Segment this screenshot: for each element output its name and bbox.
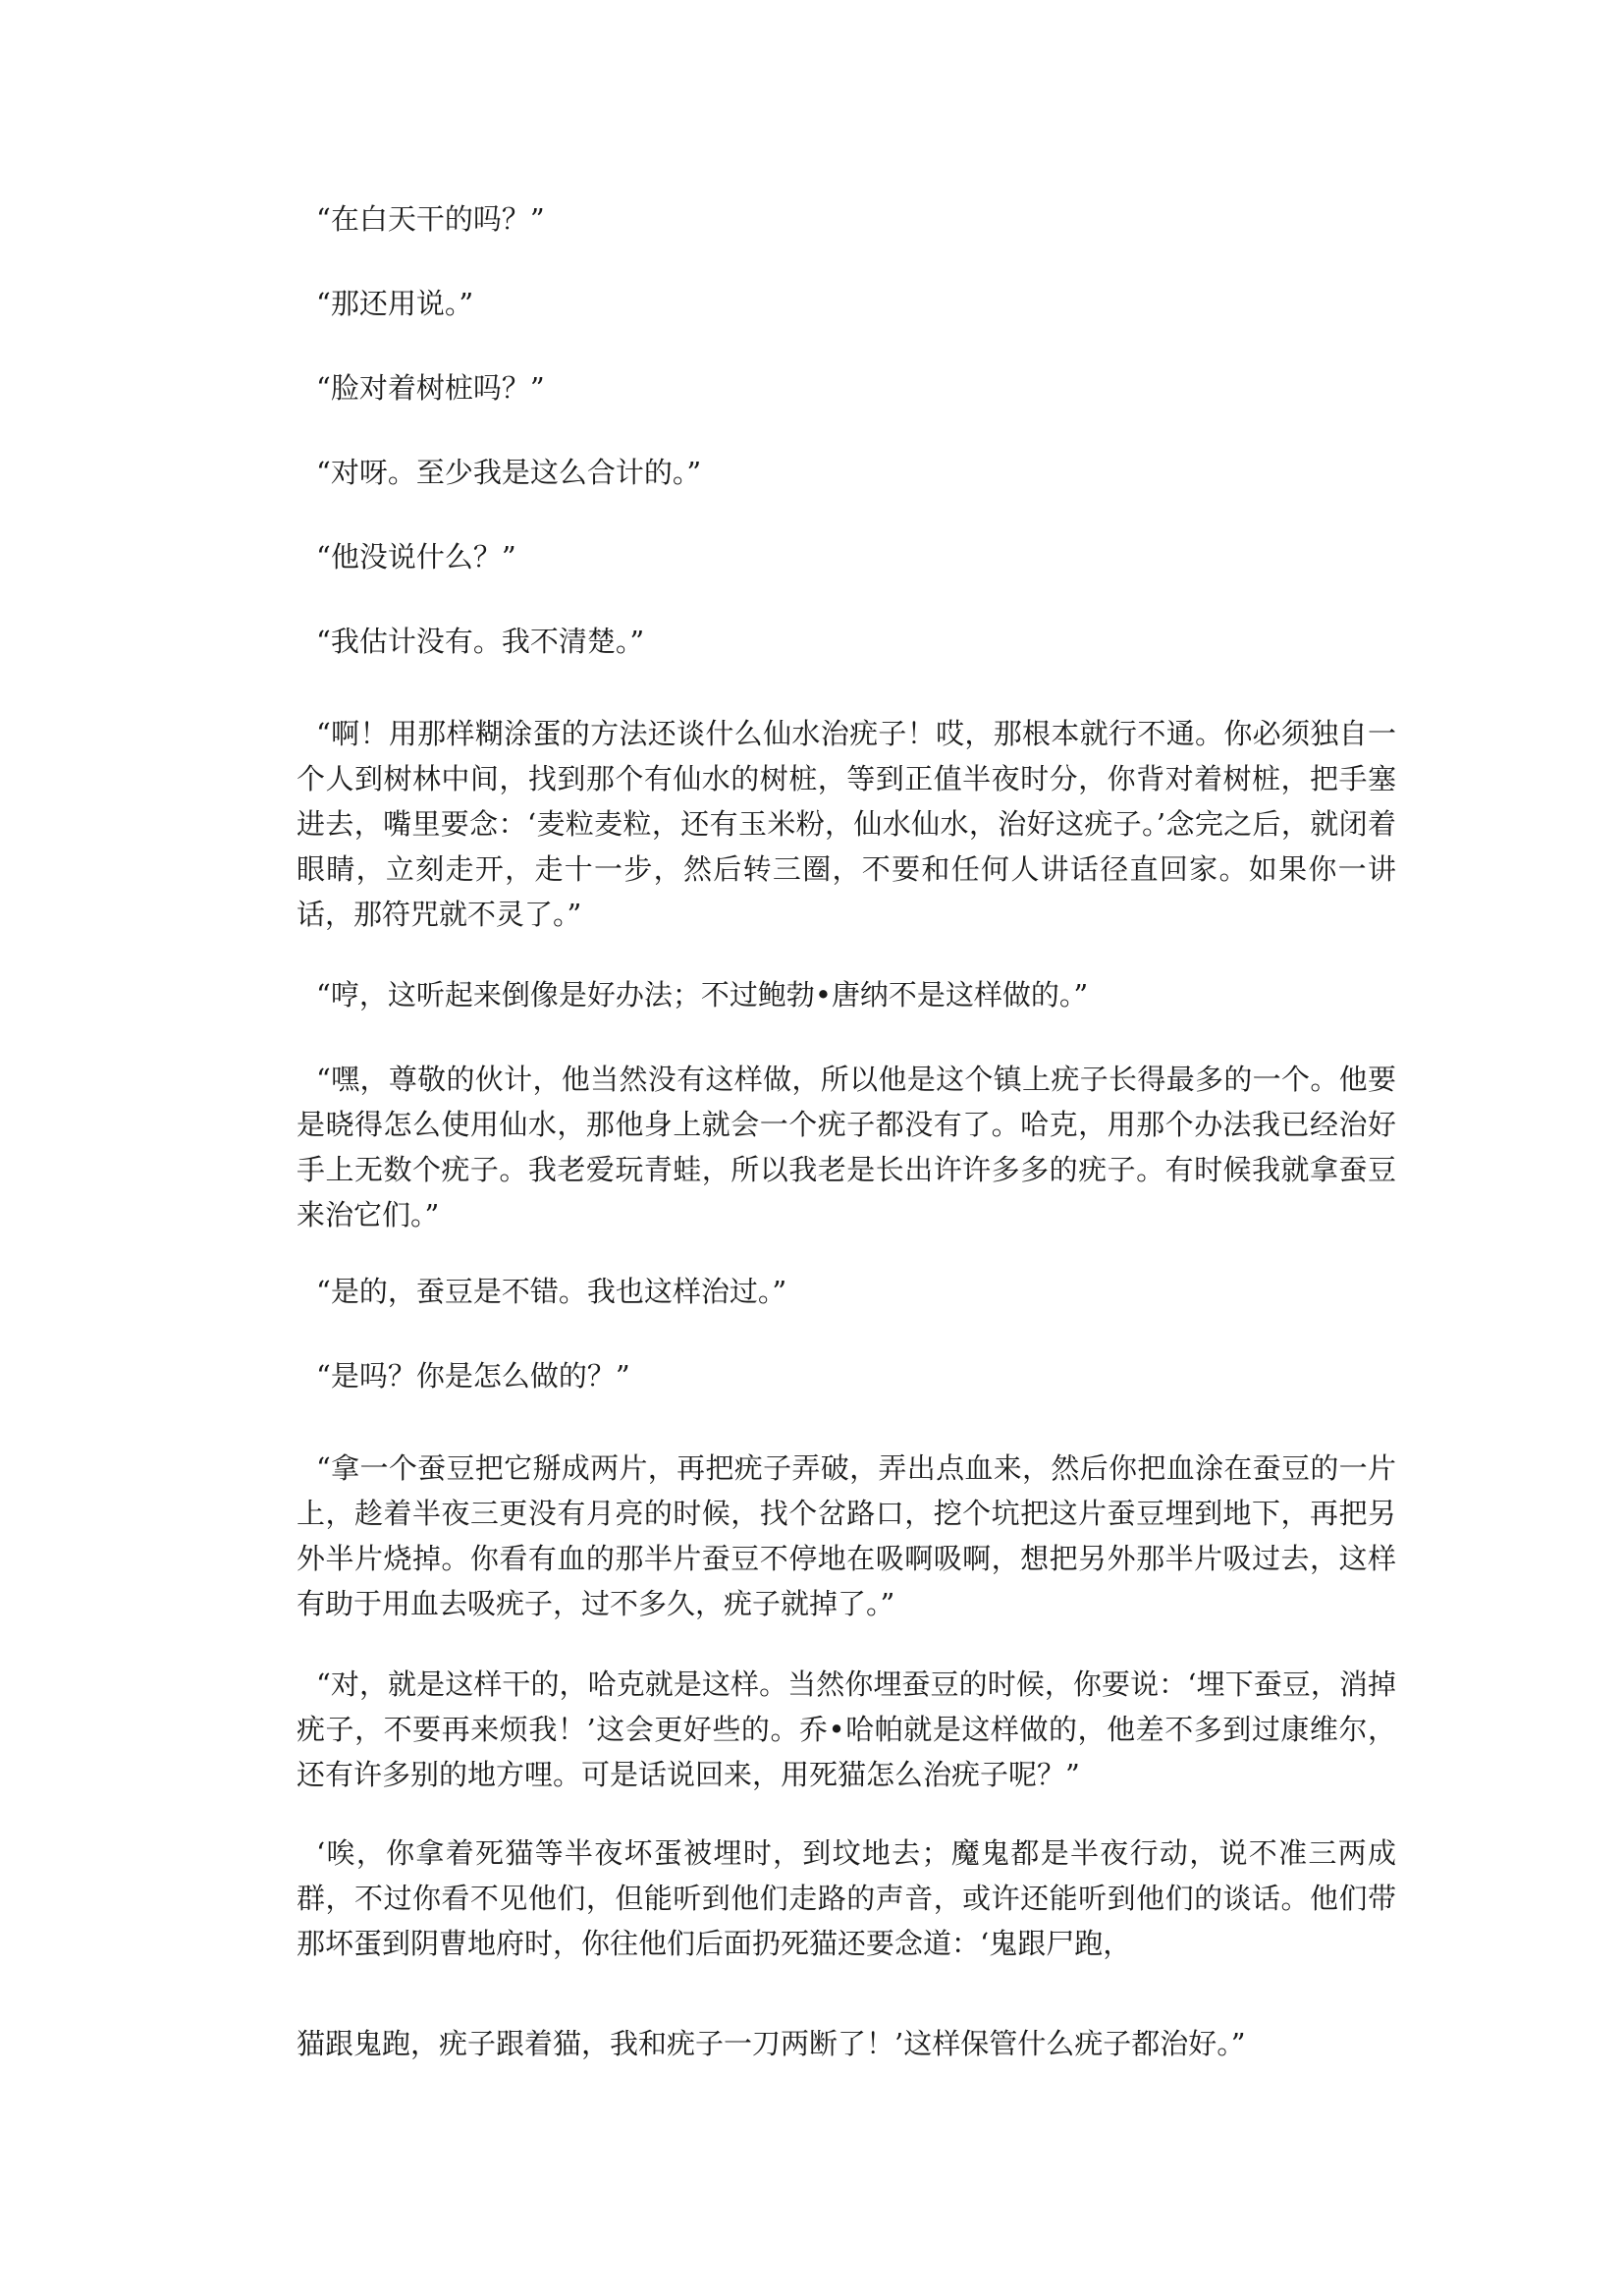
paragraph: “嘿，尊敬的伙计，他当然没有这样做，所以他是这个镇上疣子长得最多的一个。他要是晓得怎么使用仙水，那他身上就会一个疣子都没有了。哈克，用那个办法我已经治好手上无数个疣子。我老爱玩青蛙，所以我老是长出许许多多的疣子。有时候我就拿蚕豆来治它们。” (297, 1063, 1396, 1231)
paragraph: 猫跟鬼跑，疣子跟着猫，我和疣子一刀两断了！’这样保管什么疣子都治好。” (297, 2027, 1246, 2060)
paragraph: “那还用说。” (316, 287, 474, 320)
paragraph: ‘唉，你拿着死猫等半夜坏蛋被埋时，到坟地去；魔鬼都是半夜行动，说不准三两成群，不过你看不见他们，但能听到他们走路的声音，或许还能听到他们的谈话。他们带那坏蛋到阴曹地府时，你往他们后面扔死猫还要念道：‘鬼跟尸跑， (297, 1836, 1396, 1960)
paragraph: “我估计没有。我不清楚。” (316, 625, 645, 658)
paragraph: “拿一个蚕豆把它掰成两片，再把疣子弄破，弄出点血来，然后你把血涂在蚕豆的一片上，趁着半夜三更没有月亮的时候，找个岔路口，挖个坑把这片蚕豆埋到地下，再把另外半片烧掉。你看有血的那半片蚕豆不停地在吸啊吸啊，想把另外那半片吸过去，这样有助于用血去吸疣子，过不多久，疣子就掉了。” (297, 1451, 1396, 1620)
paragraph: “脸对着树桩吗？” (316, 371, 545, 405)
paragraph: “哼，这听起来倒像是好办法；不过鲍勃•唐纳不是这样做的。” (316, 978, 1089, 1011)
paragraph: “在白天干的吗？” (316, 202, 545, 236)
paragraph: “是的，蚕豆是不错。我也这样治过。” (316, 1275, 787, 1308)
paragraph: “是吗？你是怎么做的？” (316, 1359, 630, 1393)
paragraph: “他没说什么？” (316, 540, 516, 574)
paragraph: “对呀。至少我是这么合计的。” (316, 456, 702, 489)
paragraph: “啊！用那样糊涂蛋的方法还谈什么仙水治疣子！哎，那根本就行不通。你必须独自一个人到树林中间，找到那个有仙水的树桩，等到正值半夜时分，你背对着树桩，把手塞进去，嘴里要念：‘麦粒麦粒，还有玉米粉，仙水仙水，治好这疣子。’念完之后，就闭着眼睛，立刻走开，走十一步，然后转三圈，不要和任何人讲话径直回家。如果你一讲话，那符咒就不灵了。” (297, 717, 1396, 931)
paragraph: “对，就是这样干的，哈克就是这样。当然你埋蚕豆的时候，你要说：‘埋下蚕豆，消掉疣子，不要再来烦我！’这会更好些的。乔•哈帕就是这样做的，他差不多到过康维尔，还有许多别的地方哩。可是话说回来，用死猫怎么治疣子呢？” (297, 1667, 1396, 1791)
